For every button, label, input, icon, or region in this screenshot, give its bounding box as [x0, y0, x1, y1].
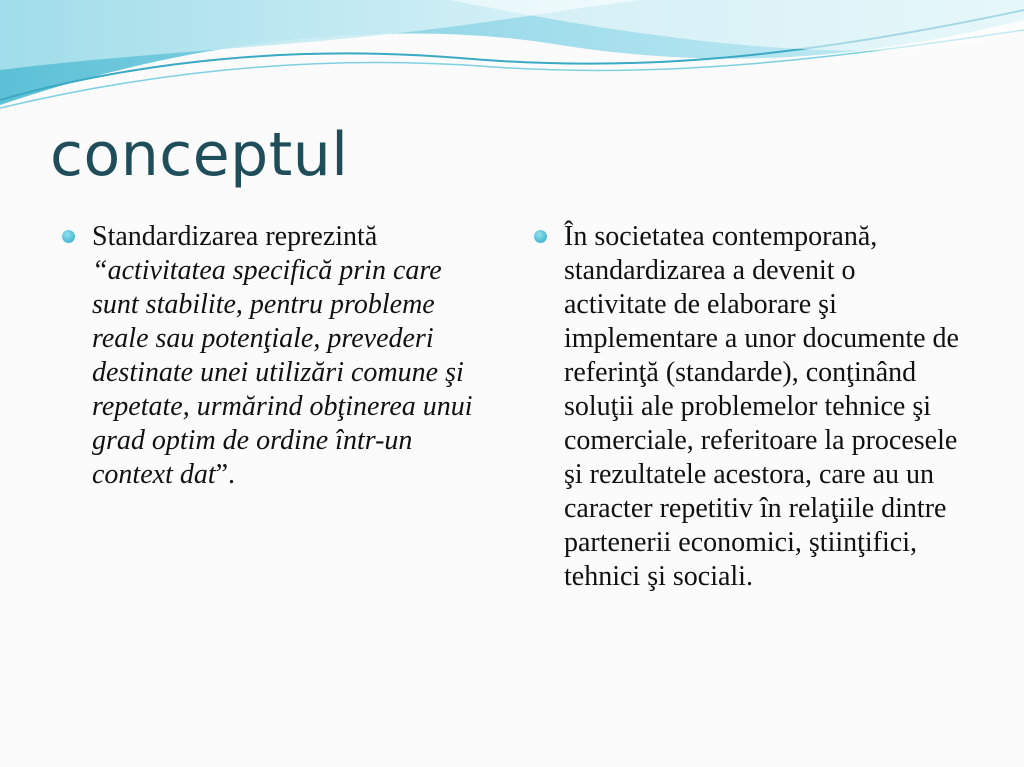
right-bullet-item — [534, 220, 964, 594]
left-bullet-quote: “activitatea specifică prin care sunt stabilite, pentru probleme reale sau potenţiale, prevederi destinate unei utilizări comune şi repetate, urmărind obţinerea unui grad optim de ordine într-un context dat — [92, 255, 473, 490]
left-bullet-item — [62, 220, 482, 492]
bullet-dot-icon — [62, 230, 75, 243]
right-bullet-text: În societatea contemporană, standardizarea a devenit o activitate de elaborare şi implementare a unor documente de referinţă (standarde), conţinând soluţii ale problemelor tehnice şi comerciale, referitoare la procesele şi rezultatele acestora, care au un caracter repetitiv în relaţiile dintre partenerii economici, ştiinţifici, tehnici şi sociali. — [564, 221, 959, 592]
slide-title: conceptul — [50, 120, 349, 190]
left-bullet-tail: ”. — [215, 459, 236, 490]
bullet-dot-icon — [534, 230, 547, 243]
left-column — [62, 220, 482, 492]
header-wave-decoration — [0, 0, 1024, 120]
right-column — [534, 220, 964, 594]
left-bullet-lead: Standardizarea reprezintă — [92, 221, 378, 252]
